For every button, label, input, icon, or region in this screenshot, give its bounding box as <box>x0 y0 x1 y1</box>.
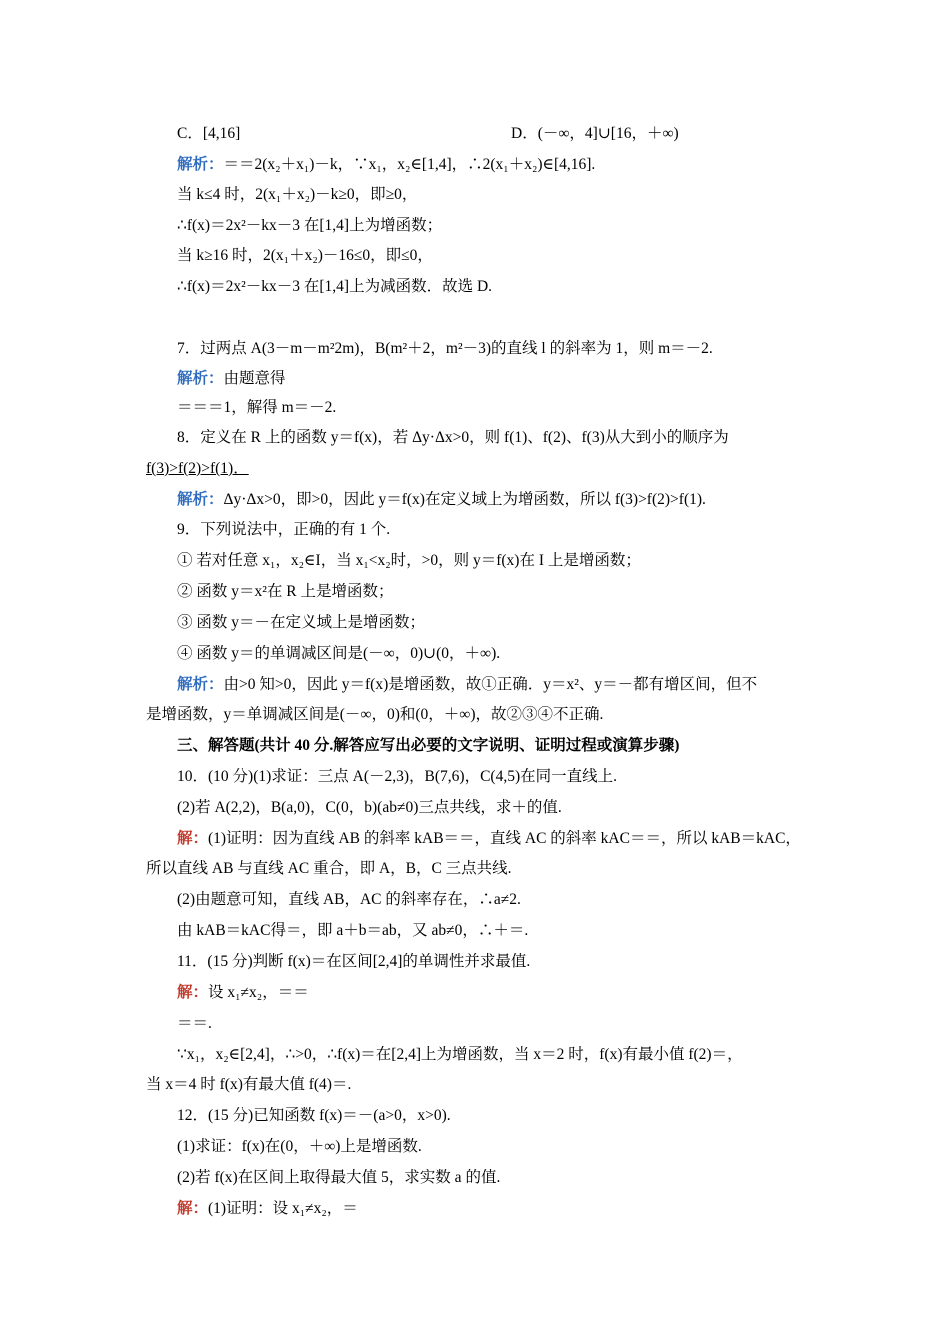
solution-line: 解：(1)证明：设 x₁≠x₂，＝ <box>177 1200 358 1217</box>
question-12: 12．(15 分)已知函数 f(x)＝－(a>0，x>0). <box>177 1107 451 1124</box>
question-10-part-2: (2)若 A(2,2)，B(a,0)，C(0，b)(ab≠0)三点共线，求＋的值. <box>177 799 562 816</box>
text-line: ∴f(x)＝2x²－kx－3 在[1,4]上为增函数； <box>177 217 443 234</box>
text-line: 由 kAB＝kAC得＝，即 a＋b＝ab，又 ab≠0，∴＋＝. <box>177 922 529 939</box>
section-heading: 三、解答题(共计 40 分.解答应写出必要的文字说明、证明过程或演算步骤) <box>177 737 680 754</box>
question-8: 8．定义在 R 上的函数 y＝f(x)，若 Δy·Δx>0，则 f(1)、f(2)、f(3)从大到小的顺序为 <box>177 429 729 446</box>
text-line: 当 x＝4 时 f(x)有最大值 f(4)＝. <box>146 1076 352 1093</box>
question-12-part-1: (1)求证：f(x)在(0，＋∞)上是增函数. <box>177 1138 422 1155</box>
option-d: D．(－∞，4]∪[16，＋∞) <box>511 125 679 142</box>
analysis-line: 解析：＝＝2(x₂＋x₁)－k，∵x₁，x₂∈[1,4]，∴2(x₁＋x₂)∈[4,16]. <box>177 156 596 173</box>
question-11: 11．(15 分)判断 f(x)＝在区间[2,4]的单调性并求最值. <box>177 953 531 970</box>
text-line: 当 k≥16 时，2(x₁＋x₂)－16≤0，即≤0， <box>177 247 433 264</box>
question-7: 7．过两点 A(3－m－m²2m)，B(m²＋2，m²－3)的直线 l 的斜率为 1，则 m＝－2. <box>177 340 713 357</box>
text-line: ∵x₁，x₂∈[2,4]，∴>0，∴f(x)＝在[2,4]上为增函数，当 x＝2 时，f(x)有最小值 f(2)＝， <box>177 1046 743 1063</box>
answer-8: f(3)>f(2)>f(1)． <box>146 460 249 477</box>
text-line: 是增函数，y＝单调减区间是(－∞，0)和(0，＋∞)，故②③④不正确. <box>146 706 604 723</box>
statement-1: ① 若对任意 x₁，x₂∈I，当 x₁<x₂时，>0，则 y＝f(x)在 I 上是增函数； <box>177 552 641 569</box>
solution-line: 解：(1)证明：因为直线 AB 的斜率 kAB＝＝，直线 AC 的斜率 kAC＝＝，所以 kAB＝kAC， <box>177 830 801 847</box>
analysis-line: 解析：Δy·Δx>0，即>0，因此 y＝f(x)在定义域上为增函数，所以 f(3)>f(2)>f(1). <box>177 491 706 508</box>
text-line: ∴f(x)＝2x²－kx－3 在[1,4]上为减函数．故选 D. <box>177 278 493 295</box>
analysis-line: 解析：由题意得 <box>177 370 286 387</box>
text-line: (2)由题意可知，直线 AB，AC 的斜率存在，∴a≠2. <box>177 891 521 908</box>
option-c: C．[4,16] <box>177 125 241 142</box>
solution-line: 解：设 x₁≠x₂，＝＝ <box>177 984 309 1001</box>
text-line: 所以直线 AB 与直线 AC 重合，即 A，B，C 三点共线. <box>146 860 512 877</box>
analysis-line: 解析：由>0 知>0，因此 y＝f(x)是增函数，故①正确．y＝x²、y＝－都有增区间，但不 <box>177 676 758 693</box>
statement-2: ② 函数 y＝x²在 R 上是增函数； <box>177 583 394 600</box>
question-9: 9．下列说法中，正确的有 1 个. <box>177 521 391 538</box>
statement-4: ④ 函数 y＝的单调减区间是(－∞，0)∪(0，＋∞). <box>177 645 501 662</box>
text-line: 当 k≤4 时，2(x₁＋x₂)－k≥0，即≥0， <box>177 186 418 203</box>
question-12-part-2: (2)若 f(x)在区间上取得最大值 5，求实数 a 的值. <box>177 1169 501 1186</box>
question-10: 10．(10 分)(1)求证：三点 A(－2,3)，B(7,6)，C(4,5)在同一直线上. <box>177 768 617 785</box>
statement-3: ③ 函数 y＝－在定义域上是增函数； <box>177 614 426 631</box>
text-line: ＝＝. <box>177 1015 212 1032</box>
text-line: ＝＝＝1，解得 m＝－2. <box>177 399 337 416</box>
